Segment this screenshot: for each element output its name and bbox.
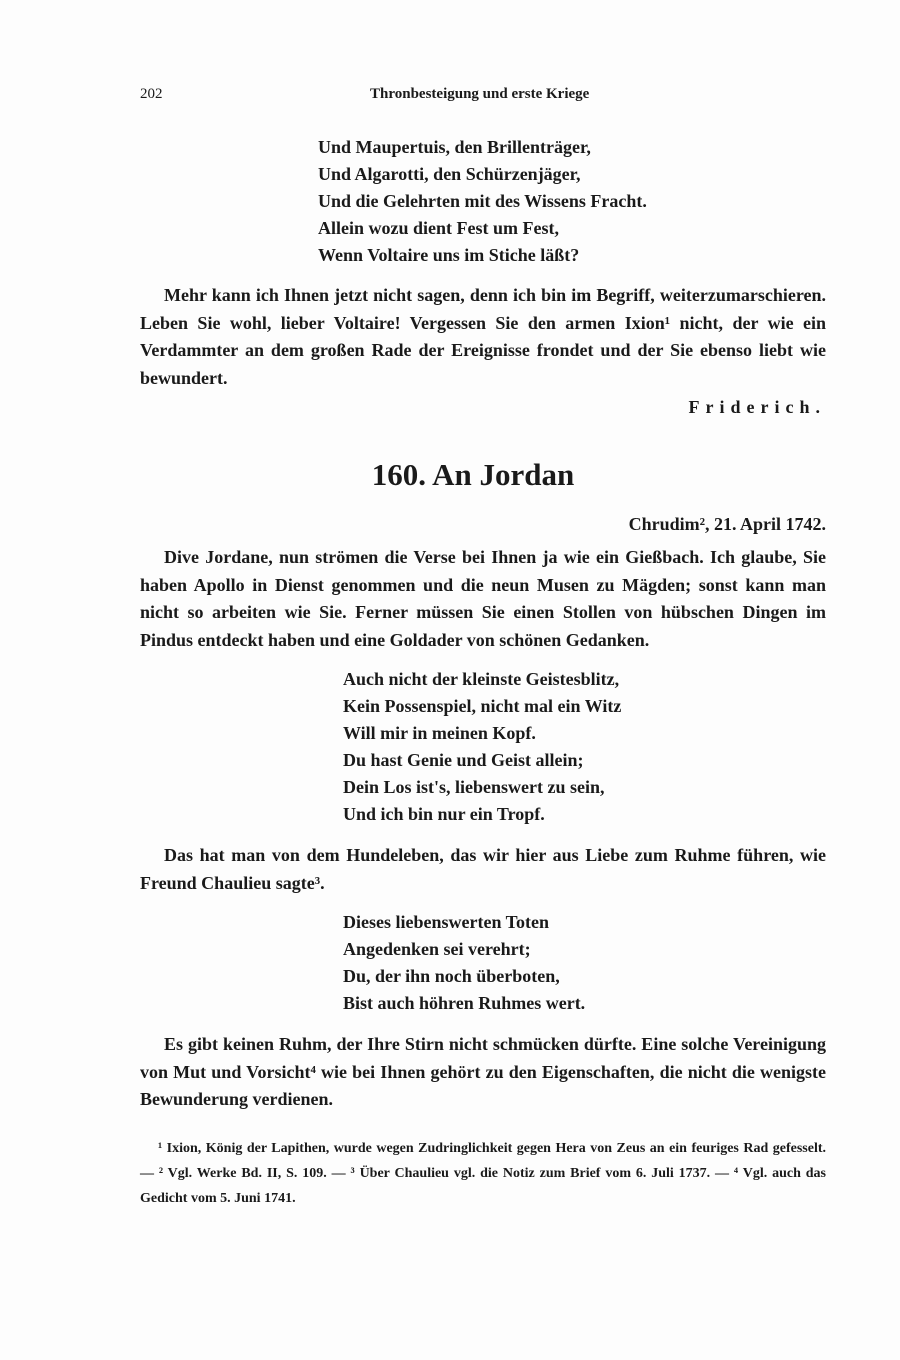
paragraph-text: Es gibt keinen Ruhm, der Ihre Stirn nicht schmücken dürfte. Eine solche Vereinigung von Mut und Vorsicht⁴ wie bei Ihnen gehört zu den Eigenschaften, die nicht die wenigste Bewunderung verdienen.: [140, 1034, 826, 1109]
verse-line: Und Algarotti, den Schürzenjäger,: [318, 164, 581, 184]
verse-line: Und die Gelehrten mit des Wissens Fracht.: [318, 191, 647, 211]
verse-line: Und Maupertuis, den Brillenträger,: [318, 137, 591, 157]
verse-line: Du hast Genie und Geist allein;: [343, 750, 584, 770]
verse-line: Kein Possenspiel, nicht mal ein Witz: [343, 696, 622, 716]
paragraph-1: [140, 282, 826, 392]
verse-line: Dein Los ist's, liebenswert zu sein,: [343, 777, 605, 797]
verse-line: Du, der ihn noch überboten,: [343, 966, 560, 986]
verse-line: Und ich bin nur ein Tropf.: [343, 804, 545, 824]
verse-line: Wenn Voltaire uns im Stiche läßt?: [318, 245, 580, 265]
verse-line: Auch nicht der kleinste Geistesblitz,: [343, 669, 620, 689]
verse-line: Dieses liebenswerten Toten: [343, 912, 549, 932]
running-header: [140, 86, 826, 110]
dateline: Chrudim², 21. April 1742.: [628, 514, 826, 534]
paragraph-2: [140, 544, 826, 654]
verse-line: Bist auch höhren Ruhmes wert.: [343, 993, 586, 1013]
signature: Friderich.: [688, 397, 826, 417]
letter-title: 160. An Jordan: [371, 457, 575, 492]
paragraph-4: [140, 1031, 826, 1114]
page-number: 202: [140, 86, 163, 102]
paragraph-3: [140, 842, 826, 897]
verse-line: Angedenken sei verehrt;: [343, 939, 531, 959]
paragraph-text: Das hat man von dem Hundeleben, das wir hier aus Liebe zum Ruhme führen, wie Freund Chaulieu sagte³.: [140, 845, 826, 893]
paragraph-text: Dive Jordane, nun strömen die Verse bei Ihnen ja wie ein Gießbach. Ich glaube, Sie haben Apollo in Dienst genommen und die neun Musen zu Mägden; sonst kann man nicht so arbeiten wie Sie. Ferner müssen Sie einen Stollen von hübschen Dingen im Pindus entdeckt haben und eine Goldader von schönen Gedanken.: [140, 547, 826, 650]
poem-3: [343, 909, 826, 1017]
poem-2: [343, 666, 826, 828]
verse-line: Allein wozu dient Fest um Fest,: [318, 218, 559, 238]
paragraph-text: Mehr kann ich Ihnen jetzt nicht sagen, denn ich bin im Begriff, weiterzumarschieren. Leben Sie wohl, lieber Voltaire! Vergessen Sie den armen Ixion¹ nicht, der wie ein Verdammter an dem großen Rade der Ereignisse frondet und der Sie ebenso liebt wie bewundert.: [140, 285, 826, 388]
verse-line: Will mir in meinen Kopf.: [343, 723, 536, 743]
running-title: Thronbesteigung und erste Kriege: [370, 86, 590, 102]
poem-1: [318, 134, 826, 269]
footnotes: ¹ Ixion, König der Lapithen, wurde wegen Zudringlichkeit gegen Hera von Zeus an ein feuriges Rad gefesselt. — ² Vgl. Werke Bd. II, S. 109. — ³ Über Chaulieu vgl. die Notiz zum Brief vom 6. Juli 1737. — ⁴ Vgl. auch das Gedicht vom 5. Juni 1741.: [140, 1140, 826, 1206]
